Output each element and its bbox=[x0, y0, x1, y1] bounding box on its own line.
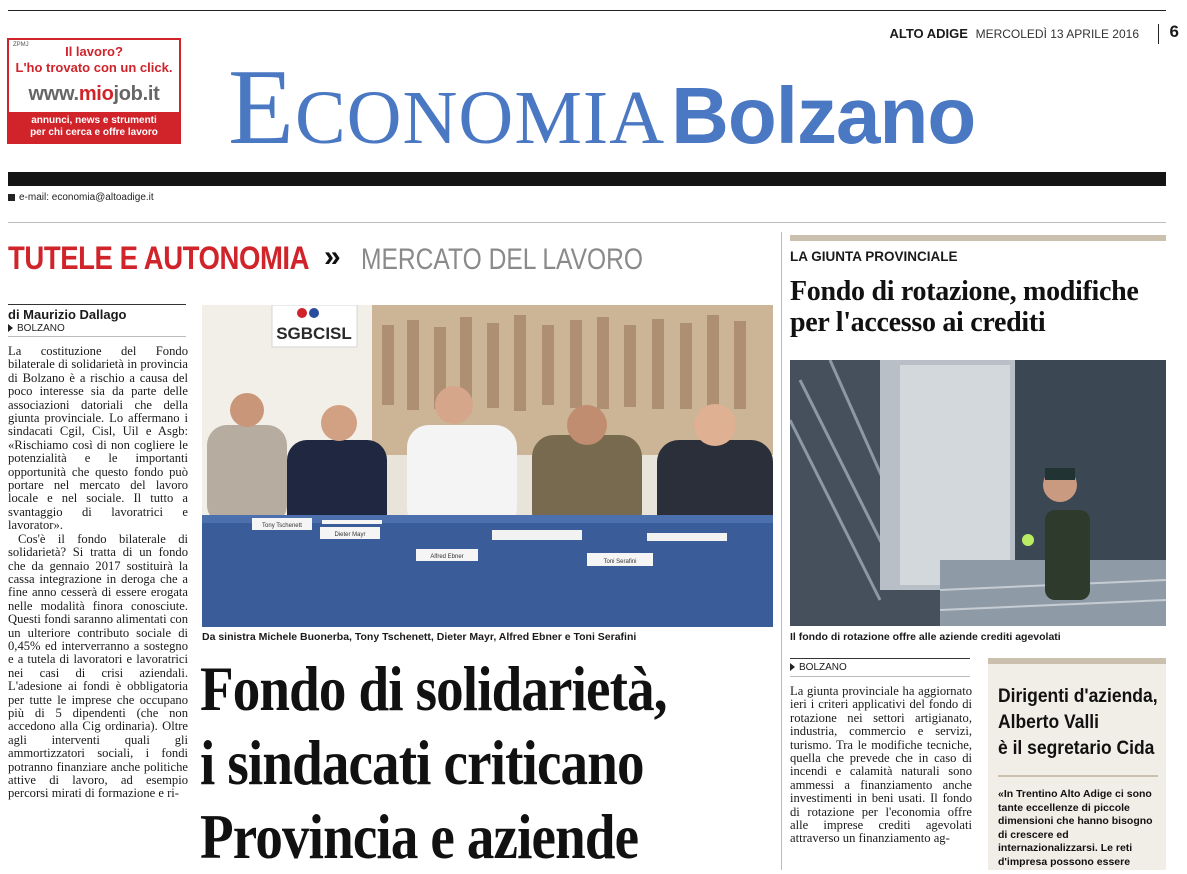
masthead bbox=[228, 48, 975, 168]
ad-line2: L'ho trovato con un click. bbox=[15, 60, 173, 75]
article-paragraph: Cos'è il fondo bilaterale di solidarietà? Si tratta di un fondo che da gennaio 2017 sostituirà la cassa integrazione in deroga che a fine anno cesserà di essere erogata nelle modalità finora conosciute. Questi fondi saranno alimentati con un ulteriore contributo sociale di 0,45% ed interverranno a sostegno e a tutela di lavoratori e lavoratrici nei casi di crisi aziendali. L'adesione ai fondi è obbligatoria per tutte le imprese che occupano più di 5 dipendenti (che non accedono alla Cig ordinaria). Oltre agli interventi quali gli ammortizzatori sociali, i fondi potranno finanziare anche politiche attive di lavoro, ad esempio percorsi mirati di formazione e ri- bbox=[8, 531, 188, 801]
issue-date: MERCOLEDÌ 13 APRILE 2016 bbox=[975, 27, 1139, 41]
ad-tag: ZPMJ bbox=[13, 42, 29, 48]
article-location-text: BOLZANO bbox=[17, 323, 65, 334]
ad-band-line1: annunci, news e strumenti bbox=[31, 115, 157, 126]
top-rule bbox=[8, 10, 1166, 11]
article-body bbox=[8, 345, 188, 801]
column-divider bbox=[781, 232, 782, 870]
factory-illustration bbox=[790, 360, 1166, 626]
headline-line: Fondo di solidarietà, bbox=[200, 653, 667, 724]
ad-band-line2: per chi cerca e offre lavoro bbox=[30, 127, 158, 138]
email-line[interactable] bbox=[8, 192, 154, 203]
miojob-ad[interactable] bbox=[7, 38, 181, 144]
masthead-bolzano: Bolzano bbox=[671, 71, 976, 160]
place-card: Toni Serafini bbox=[603, 559, 637, 565]
right-headline: Fondo di rotazione, modifiche per l'accesso ai crediti bbox=[790, 276, 1139, 338]
press-conference-photo bbox=[202, 305, 773, 627]
byline-rule-bottom bbox=[8, 336, 186, 337]
masthead-economia: Economia bbox=[228, 48, 666, 167]
ad-url bbox=[9, 83, 179, 106]
section-title: TUTELE E AUTONOMIA bbox=[8, 240, 310, 276]
article-location bbox=[8, 323, 65, 334]
cida-box-rule bbox=[998, 775, 1158, 777]
cida-title-line: Alberto Valli bbox=[998, 712, 1100, 733]
dateline bbox=[889, 26, 1139, 41]
cida-box-body: «In Trentino Alto Adige ci sono tante eccellenze di piccole dimensioni che hanno bisogno di crescere ed internazionalizzarsi. Le reti d'impresa possono essere bbox=[998, 788, 1153, 868]
section-subtitle: MERCATO DEL LAVORO bbox=[361, 243, 644, 276]
page-number: 6 bbox=[1169, 22, 1179, 41]
cida-box-bar bbox=[988, 658, 1166, 664]
byline-rule bbox=[8, 304, 186, 305]
right-rule-bottom bbox=[790, 676, 970, 677]
photo-caption: Da sinistra Michele Buonerba, Tony Tschenett, Dieter Mayr, Alfred Ebner e Toni Serafini bbox=[202, 631, 637, 643]
right-kicker: LA GIUNTA PROVINCIALE bbox=[790, 249, 958, 264]
ad-url-post: job.it bbox=[113, 83, 160, 105]
byline: di Maurizio Dallago bbox=[8, 307, 127, 322]
article-paragraph: La costituzione del Fondo bilaterale di solidarietà in provincia di Bolzano è a rischio a causa del poco interesse sia da parte delle associazioni datoriali che della giunta provinciale. Lo affermano i sindacati Cgil, Cisl, Uil e Asgb: «Rischiamo così di non cogliere le potenzialità e le importanti opportunità che questo fondo può portare nel mercato del lavoro locale e nel sociale. Il tutto a svantaggio di lavoratrici e lavorator». bbox=[8, 344, 188, 533]
masthead-bar bbox=[8, 172, 1166, 186]
right-rule-top bbox=[790, 658, 970, 659]
press-conference-illustration bbox=[202, 305, 773, 627]
headline-line: Provincia e aziende bbox=[200, 801, 639, 872]
factory-photo bbox=[790, 360, 1166, 626]
ad-band bbox=[9, 112, 179, 142]
place-card: Tony Tschenett bbox=[262, 523, 302, 529]
square-bullet-icon bbox=[8, 194, 15, 201]
right-photo-caption: Il fondo di rotazione offre alle aziende crediti agevolati bbox=[790, 631, 1061, 643]
place-card: Dieter Mayr bbox=[334, 532, 366, 538]
section-header bbox=[8, 240, 644, 277]
union-sign-text: SGBCISL bbox=[276, 324, 352, 343]
right-location bbox=[790, 662, 847, 673]
place-card: Alfred Ebner bbox=[430, 554, 464, 560]
right-article-body: La giunta provinciale ha aggiornato ieri i criteri applicativi del fondo di rotazione nei settori artigianato, industria, commercio e servizi, turismo. Tra le modifiche tecniche, quella che prevede che in caso di incendi e calamità naturali sono ammessi a finanziamento anche investimenti in beni usati. Il fondo di rotazione per l'economia offre alle imprese crediti agevolati attraverso un finanziamento ag- bbox=[790, 684, 972, 846]
right-location-text: BOLZANO bbox=[799, 662, 847, 673]
double-chevron-icon: » bbox=[324, 240, 341, 273]
cida-title-line: Dirigenti d'azienda, bbox=[998, 686, 1158, 707]
cida-title-line: è il segretario Cida bbox=[998, 738, 1155, 759]
triangle-bullet-icon bbox=[790, 663, 795, 671]
ad-url-pre: www. bbox=[28, 83, 79, 105]
ad-url-mio: mio bbox=[78, 83, 114, 105]
paper-name: ALTO ADIGE bbox=[889, 26, 968, 41]
section-rule bbox=[8, 222, 1166, 223]
headline-line: i sindacati criticano bbox=[200, 727, 644, 798]
cida-box-title bbox=[998, 684, 1158, 762]
page-separator bbox=[1158, 24, 1159, 44]
email-text: e-mail: economia@altoadige.it bbox=[19, 192, 154, 203]
triangle-bullet-icon bbox=[8, 324, 13, 332]
right-column-bar bbox=[790, 235, 1166, 241]
ad-line1: Il lavoro? bbox=[65, 44, 123, 59]
article-headline bbox=[200, 652, 780, 874]
